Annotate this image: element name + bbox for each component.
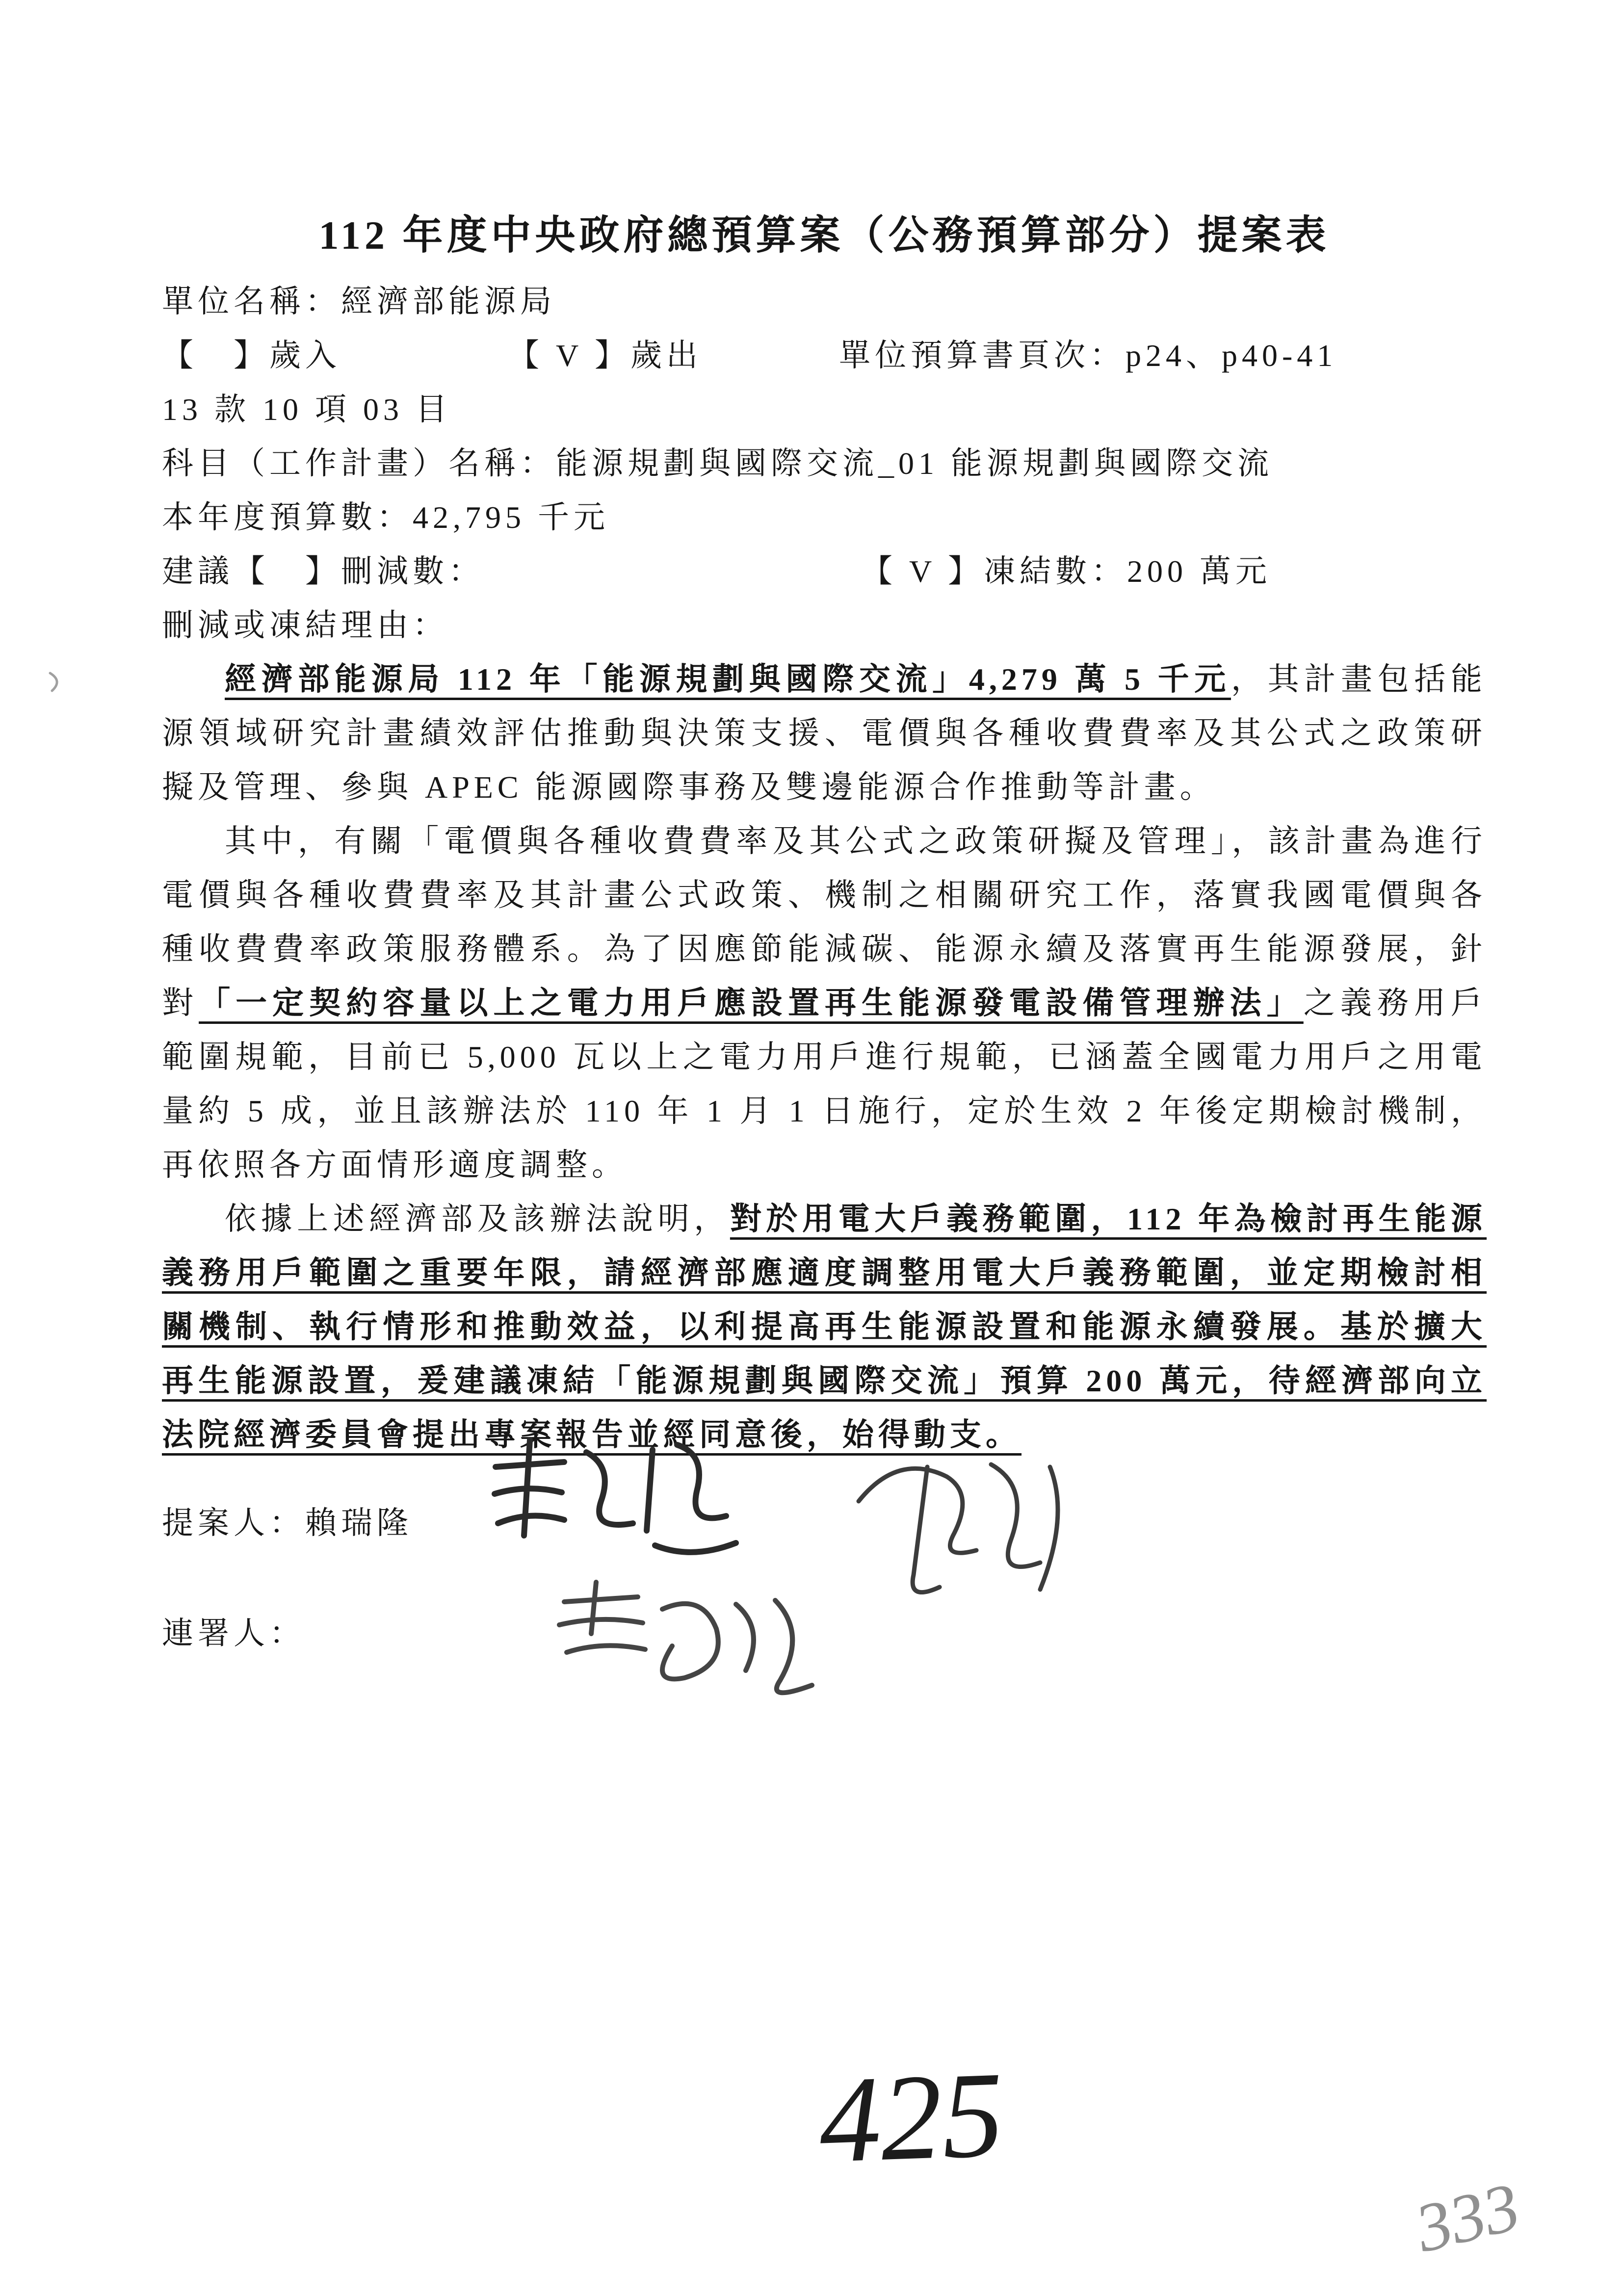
paragraph-run: 「一定契約容量以上之電力用戶應設置再生能源發電設備管理辦法」 <box>199 986 1304 1020</box>
second-signature <box>859 1464 1058 1592</box>
program-name: 科目（工作計畫）名稱：能源規劃與國際交流_01 能源規劃與國際交流 <box>162 446 1273 481</box>
proposer-label: 提案人：賴瑞隆 <box>162 1506 413 1540</box>
unit-name: 單位名稱：經濟部能源局 <box>162 284 556 319</box>
cosigner-label: 連署人： <box>162 1616 305 1651</box>
paragraph-run: ，其計畫包括能源領域研究計畫績效評估推動與決策支援、電價與各種收費費率及其公式之政策研擬及管理、參與 APEC 能源國際事務及雙邊能源合作推動等計畫。 <box>162 662 1487 805</box>
paragraph-run: 之義務用戶範圍規範，目前已 5,000 瓦以上之電力用戶進行規範，已涵蓋全國電力用戶之用電量約 5 成，並且該辦法於 110 年 1 月 1 日施行，定於生效 2 年後定期檢討機制，再依照各方面情形適度調整。 <box>162 986 1487 1182</box>
paragraph-run: 依據上述經濟部及該辦法說明， <box>225 1201 730 1236</box>
revenue-checkbox: 【 】歲入 <box>162 338 341 373</box>
current-year-budget: 本年度預算數：42,795 千元 <box>162 500 609 535</box>
proposer-signature <box>495 1440 736 1552</box>
page-title: 112 年度中央政府總預算案（公務預算部分）提案表 <box>318 213 1330 258</box>
reason-heading: 刪減或凍結理由： <box>162 608 448 643</box>
paragraph-run: 其中，有關「電價與各種收費費率及其公式之政策研擬及管理」，該計畫為進行電價與各種收費費率及其計畫公式政策、機制之相關研究工作，落實我國電價與各種收費費率政策服務體系。為了因應節能減碳、能源永續及落實再生能源發展，針對 <box>162 824 1487 1020</box>
paragraph-run: 經濟部能源局 112 年「能源規劃與國際交流」4,279 萬 5 千元 <box>225 662 1231 697</box>
freeze-proposal-checkbox: 【 V 】凍結數：200 萬元 <box>861 554 1272 589</box>
scan-artifact <box>50 673 57 691</box>
expenditure-checkbox: 【 V 】歲出 <box>508 338 703 373</box>
cut-proposal-checkbox: 建議【 】刪減數： <box>162 554 484 589</box>
cosigner-signature <box>559 1582 812 1693</box>
handwritten-page-number: 425 <box>817 2046 1006 2189</box>
item-code: 13 款 10 項 03 目 <box>162 392 451 427</box>
paragraph-run: 對於用電大戶義務範圍，112 年為檢討再生能源義務用戶範圍之重要年限，請經濟部應適度調整用電大戶義務範圍，並定期檢討相關機制、執行情形和推動效益，以利提高再生能源設置和能源永續發展。基於擴大再生能源設置，爰建議凍結「能源規劃與國際交流」預算 200 萬元，待經濟部向立法院經濟委員會提出專案報告並經同意後，始得動支。 <box>162 1201 1487 1452</box>
budget-book-page: 單位預算書頁次：p24、p40-41 <box>839 338 1337 373</box>
corner-number: 333 <box>1408 2168 1527 2267</box>
